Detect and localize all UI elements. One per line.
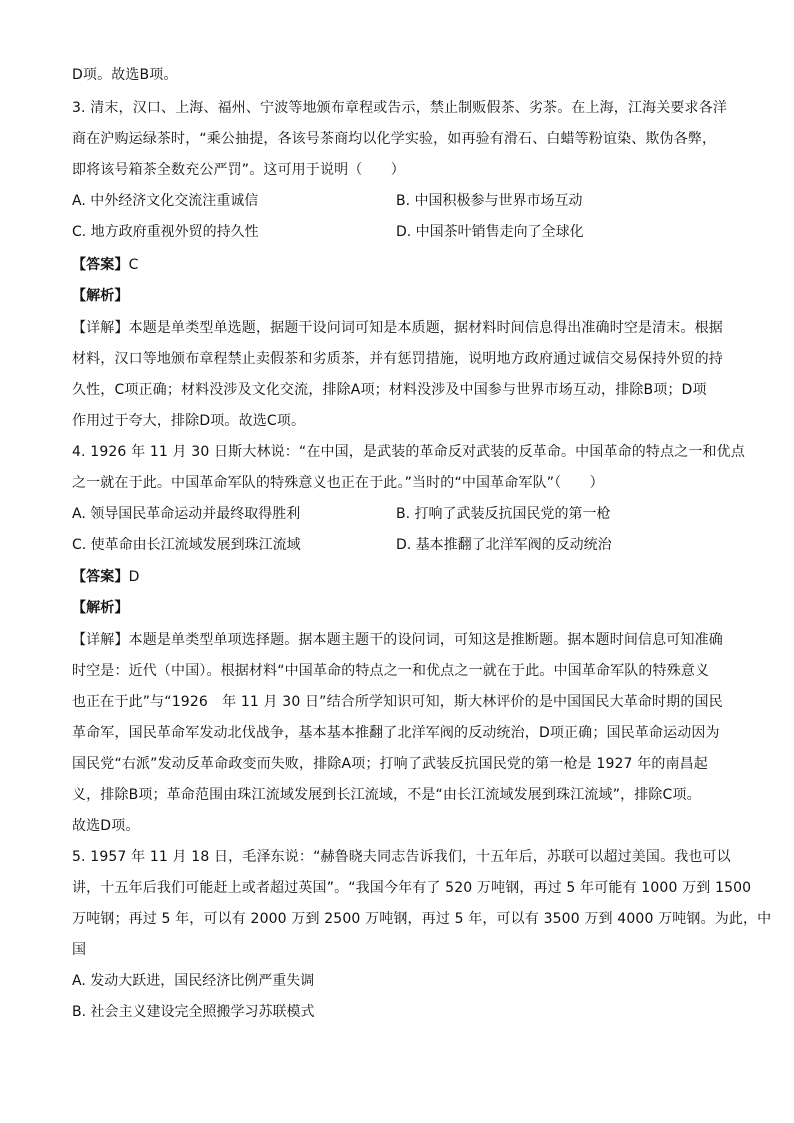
q4-option-d: D. 基本推翻了北洋军阀的反动统治 (396, 537, 612, 553)
q3-detail-line-1: 【详解】本题是单类型单选题，据题干设问词可知是本质题，据材料时间信息得出准确时空是清末。根据 (72, 320, 723, 336)
q3-detail-line-4: 作用过于夸大，排除D项。故选C项。 (72, 413, 306, 429)
q5-option-a: A. 发动大跃进，国民经济比例严重失调 (72, 973, 315, 989)
q3-option-a: A. 中外经济文化交流注重诚信 (72, 193, 259, 209)
q4-detail-line-7: 故选D项。 (72, 818, 140, 834)
q4-stem-line-2: 之一就在于此。中国革命军队的特殊意义也正在于此。”当时的“中国革命军队”（ ） (72, 475, 604, 491)
q4-answer-value: D (128, 569, 140, 585)
q4-answer-label: 【答案】 (72, 569, 129, 585)
q4-stem-line-1: 4. 1926 年 11 月 30 日斯大林说：“在中国，是武装的革命反对武装的反革命。中国革命的特点之一和优点 (72, 444, 745, 460)
q3-detail-line-2: 材料，汉口等地颁布章程禁止卖假茶和劣质茶，并有惩罚措施，说明地方政府通过诚信交易保持外贸的持 (72, 351, 723, 367)
q4-option-b: B. 打响了武装反抗国民党的第一枪 (396, 506, 611, 522)
q4-answer (72, 569, 724, 585)
q5-stem-line-3: 万吨钢；再过 5 年，可以有 2000 万到 2500 万吨钢，再过 5 年，可以有 3500 万到 4000 万吨钢。为此，中 (72, 911, 772, 927)
q4-detail-line-6: 义，排除B项；革命范围由珠江流域发展到长江流域，不是“由长江流域发展到珠江流域”，排除C项。 (72, 787, 701, 803)
q3-answer-label: 【答案】 (72, 257, 129, 273)
q3-answer (72, 257, 724, 273)
q4-detail-line-4: 革命军，国民革命军发动北伐战争，基本基本推翻了北洋军阀的反动统治，D项正确；国民革命运动因为 (72, 725, 720, 741)
q3-answer-value: C (128, 257, 139, 273)
q4-analysis-label: 【解析】 (72, 600, 129, 616)
q5-stem-line-2: 讲，十五年后我们可能赶上或者超过英国”。“我国今年有了 520 万吨钢，再过 5 年可能有 1000 万到 1500 (72, 880, 752, 896)
q4-detail-line-1: 【详解】本题是单类型单项选择题。据本题主题干的设问词，可知这是推断题。据本题时间信息可知准确 (72, 632, 723, 648)
q5-stem-line-4: 国 (72, 942, 87, 958)
q4-detail-line-5: 国民党“右派”发动反革命政变而失败，排除A项；打响了武装反抗国民党的第一枪是 1927 年的南昌起 (72, 756, 708, 772)
q3-stem-line-1: 3. 清末，汉口、上海、福州、宁波等地颁布章程或告示，禁止制贩假茶、劣茶。在上海，江海关要求各洋 (72, 100, 728, 116)
previous-answer-tail: D项。故选B项。 (72, 67, 178, 83)
q3-option-d: D. 中国茶叶销售走向了全球化 (396, 224, 584, 240)
q3-stem-line-2: 商在沪购运绿茶时，“乘公抽提，各该号茶商均以化学实验，如再验有滑石、白蜡等粉谊染、欺伪各弊， (72, 131, 717, 147)
q5-stem-line-1: 5. 1957 年 11 月 18 日，毛泽东说：“赫鲁晓夫同志告诉我们，十五年后，苏联可以超过美国。我也可以 (72, 849, 731, 865)
q5-option-b: B. 社会主义建设完全照搬学习苏联模式 (72, 1004, 315, 1020)
q4-option-c: C. 使革命由长江流域发展到珠江流域 (72, 537, 301, 553)
q3-stem-line-3: 即将该号箱茶全数充公严罚”。这可用于说明（ ） (72, 162, 405, 178)
q3-option-b: B. 中国积极参与世界市场互动 (396, 193, 583, 209)
q4-detail-line-3: 也正在于此”与“1926 年 11 月 30 日”结合所学知识可知，斯大林评价的是中国国民大革命时期的国民 (72, 694, 723, 710)
q3-option-c: C. 地方政府重视外贸的持久性 (72, 224, 259, 240)
q3-detail-line-3: 久性，C项正确；材料没涉及文化交流，排除A项；材料没涉及中国参与世界市场互动，排除B项；D项 (72, 382, 707, 398)
q4-detail-line-2: 时空是：近代（中国）。根据材料“中国革命的特点之一和优点之一就在于此。中国革命军队的特殊意义 (72, 663, 710, 679)
q4-option-a: A. 领导国民革命运动并最终取得胜利 (72, 506, 301, 522)
q3-analysis-label: 【解析】 (72, 288, 129, 304)
